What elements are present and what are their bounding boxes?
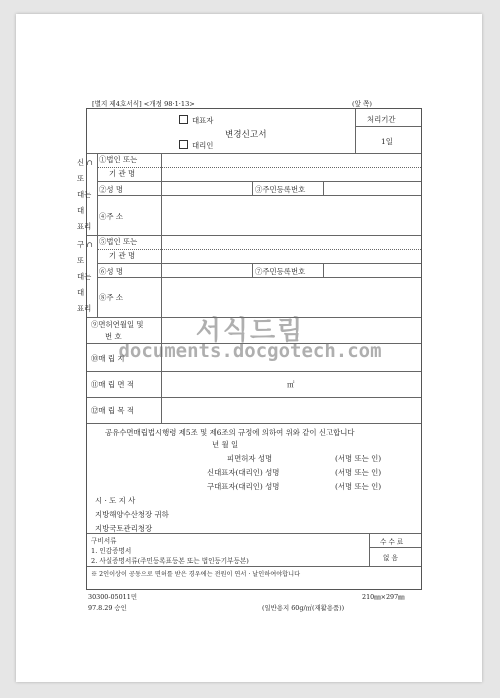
signer-licensee: 피면허자 성명	[227, 454, 273, 463]
sign-note-1: (서명 또는 인)	[335, 454, 382, 463]
fee-label: 수 수 료	[380, 538, 404, 546]
declaration-date: 년 월 일	[212, 440, 239, 449]
reclaim-purpose-label: ⑫매 립 목 적	[91, 406, 134, 415]
new-name-label: ②성 명	[99, 185, 124, 194]
form-title: 변경신고서	[225, 130, 267, 140]
attachment-item-1: 1. 인감증명서	[91, 547, 132, 555]
joint-license-note: ※ 2인이상이 공동으로 면허를 받은 경우에는 전원이 연서 · 날인하여야합니다	[91, 571, 301, 578]
old-address-label: ⑧주 소	[99, 293, 124, 302]
reclaim-area-label: ⑪매 립 면 적	[91, 380, 134, 389]
sign-note-3: (서명 또는 인)	[335, 482, 382, 491]
recipient-governor: 시 · 도 지 사	[95, 496, 136, 505]
old-corp-label-2: 기 관 명	[109, 251, 136, 260]
watermark-title: 서식드림	[195, 316, 305, 346]
recipient-maritime: 지방해양수산청장 귀하	[95, 510, 169, 519]
old-id-label: ⑦주민등록번호	[255, 267, 306, 276]
recipient-land: 지방국토관리청장	[95, 524, 153, 533]
new-address-label: ④주 소	[99, 212, 124, 221]
old-name-label: ⑥성 명	[99, 267, 124, 276]
new-corp-label-2: 기 관 명	[109, 169, 136, 178]
fee-value: 없 음	[383, 554, 398, 562]
watermark-url: documents.docgotech.com	[118, 340, 382, 362]
footer-size: 210㎜×297㎜	[362, 593, 405, 601]
footer-paper: (일반용지 60g/㎡(재활용품))	[262, 604, 345, 612]
process-period-label: 처리기간	[367, 115, 396, 124]
form-number: [별지 제4호서식] <개정 98·1·13>	[92, 100, 195, 108]
title-option-agent[interactable]: 대리인	[179, 140, 213, 151]
old-corp-label: ⑤법인 또는	[99, 237, 138, 246]
declaration-statement: 공유수면매립법시행령 제5조 및 제6조의 규정에 의하여 위와 같이 신고합니다	[105, 428, 355, 437]
new-id-label: ③주민등록번호	[255, 185, 306, 194]
new-rep-side-label: 신 ∩ 또 대는 대 표리	[77, 158, 93, 231]
page-side-note: (앞 쪽)	[352, 100, 372, 108]
footer-code: 30300-05011민	[88, 593, 137, 601]
attachment-item-2: 2. 사실증명서류(주민등록표등본 또는 법인등기부등본)	[91, 557, 249, 565]
signer-new-rep: 신대표자(대리인) 성명	[207, 468, 280, 477]
old-rep-side-label: 구 ∩ 또 대는 대 표리	[77, 240, 93, 313]
checkbox-icon[interactable]	[179, 115, 188, 124]
attachments-title: 구비서류	[91, 537, 117, 545]
reclaim-place-label: ⑩매 립 지	[91, 354, 125, 363]
new-corp-label: ①법인 또는	[99, 155, 138, 164]
process-period-value: 1일	[381, 137, 393, 146]
license-date-label: ⑨면허연월일 및	[91, 320, 144, 329]
sign-note-2: (서명 또는 인)	[335, 468, 382, 477]
title-option-representative[interactable]: 대표자	[179, 115, 213, 126]
license-number-label: 번 호	[105, 332, 122, 341]
area-unit: ㎡	[287, 380, 295, 389]
signer-old-rep: 구대표자(대리인) 성명	[207, 482, 280, 491]
footer-approval: 97.8.29 승인	[88, 604, 127, 612]
checkbox-icon[interactable]	[179, 140, 188, 149]
